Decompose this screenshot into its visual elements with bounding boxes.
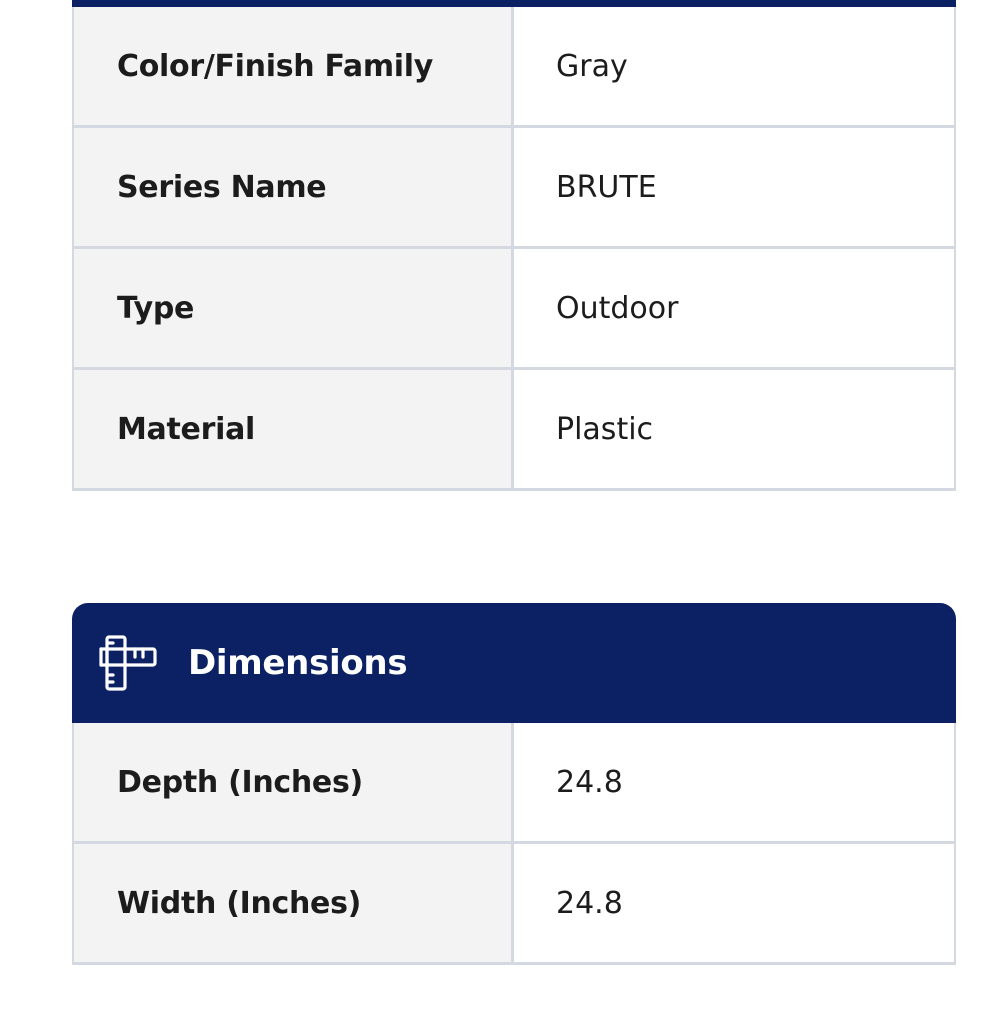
spec-label: Material xyxy=(74,370,514,488)
spec-value: Gray xyxy=(514,7,954,125)
spec-value: Outdoor xyxy=(514,249,954,367)
ruler-icon xyxy=(99,635,157,691)
spec-value: 24.8 xyxy=(514,844,954,962)
spec-row-width xyxy=(74,844,954,965)
section-title: Dimensions xyxy=(188,643,408,683)
spec-row-series-name xyxy=(74,128,954,249)
spec-value: 24.8 xyxy=(514,723,954,841)
dimensions-section-header[interactable] xyxy=(72,603,956,723)
spec-label: Width (Inches) xyxy=(74,844,514,962)
spec-label: Color/Finish Family xyxy=(74,7,514,125)
spec-label: Series Name xyxy=(74,128,514,246)
specifications-table xyxy=(72,7,956,491)
section-header-bottom-edge xyxy=(72,0,956,7)
spec-row-color-finish-family xyxy=(74,7,954,128)
spec-label: Type xyxy=(74,249,514,367)
spec-row-depth xyxy=(74,723,954,844)
spec-value: Plastic xyxy=(514,370,954,488)
dimensions-table xyxy=(72,723,956,965)
spec-row-material xyxy=(74,370,954,491)
spec-label: Depth (Inches) xyxy=(74,723,514,841)
spec-value: BRUTE xyxy=(514,128,954,246)
spec-row-type xyxy=(74,249,954,370)
